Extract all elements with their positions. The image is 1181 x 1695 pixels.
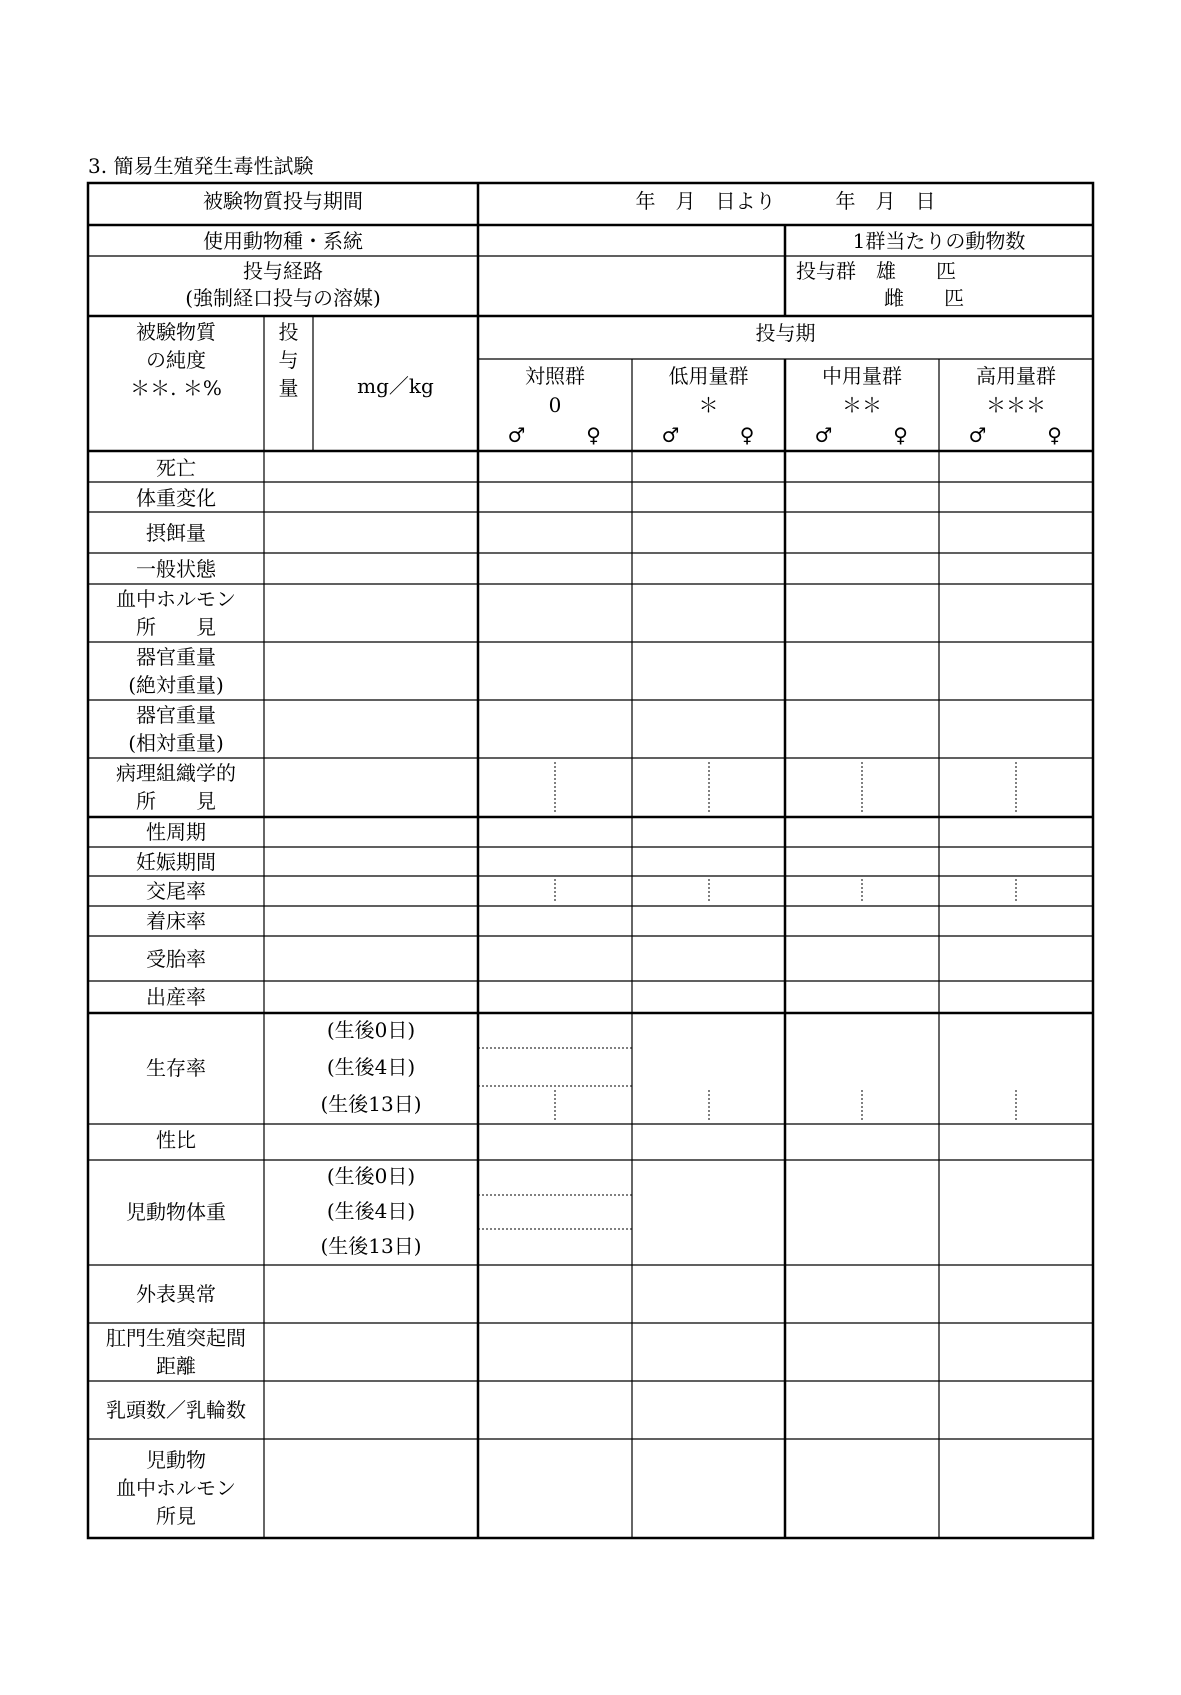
row-label: 距離 — [156, 1354, 196, 1378]
group-dose: ＊＊ — [842, 393, 882, 417]
route-label: 投与経路 — [243, 259, 323, 283]
pup-weight-sub-label: (生後4日) — [326, 1199, 416, 1223]
row-label: 所 見 — [136, 615, 216, 639]
row-label: 死亡 — [156, 456, 196, 480]
row-label: 血中ホルモン — [116, 1476, 236, 1500]
male-symbol: ♂ — [507, 423, 526, 447]
row-label: 病理組織学的 — [116, 761, 236, 785]
survival-sub-label: (生後0日) — [326, 1018, 416, 1042]
row-label: 外表異常 — [136, 1282, 216, 1306]
row-label: 児動物 — [146, 1448, 206, 1472]
row-label: (相対重量) — [128, 731, 224, 755]
purity-label-line1: 被験物質 — [136, 320, 216, 344]
pup-weight-sub-label: (生後13日) — [320, 1234, 422, 1258]
row-label: 一般状態 — [136, 557, 216, 581]
female-count-label: 雌 匹 — [884, 286, 964, 310]
male-symbol: ♂ — [661, 423, 680, 447]
survival-sub-label: (生後4日) — [326, 1055, 416, 1079]
dose-label-char: 与 — [278, 348, 299, 372]
row-label: 体重変化 — [136, 486, 216, 510]
dosing-period-label: 投与期 — [755, 321, 816, 345]
row-label: 摂餌量 — [146, 521, 206, 545]
male-symbol: ♂ — [968, 423, 987, 447]
route-sub: (強制経口投与の溶媒) — [185, 286, 381, 310]
group-dose: ＊＊＊ — [986, 393, 1046, 417]
dose-label-char: 量 — [278, 376, 299, 400]
row-label: 出産率 — [146, 985, 206, 1009]
species-label: 使用動物種・系統 — [203, 229, 363, 253]
group-dose: ＊ — [698, 393, 719, 417]
female-symbol: ♀ — [893, 423, 908, 447]
row-label: (絶対重量) — [128, 673, 224, 697]
dose-group-label: 投与群 雄 匹 — [796, 259, 956, 283]
section-title: 3. 簡易生殖発生毒性試験 — [88, 154, 314, 178]
purity-value: ＊＊. ＊% — [130, 376, 222, 400]
female-symbol: ♀ — [739, 423, 755, 447]
group-name: 対照群 — [525, 364, 585, 388]
male-symbol: ♂ — [814, 423, 833, 447]
purity-label-line2: の純度 — [146, 348, 206, 372]
group-name: 高用量群 — [976, 364, 1056, 388]
row-label: 性比 — [156, 1128, 196, 1152]
row-label: 所見 — [156, 1504, 196, 1528]
row-label: 所 見 — [136, 789, 216, 813]
row-label: 妊娠期間 — [136, 850, 216, 874]
survival-sub-label: (生後13日) — [320, 1092, 422, 1116]
period-value: 年 月 日より 年 月 日 — [635, 189, 936, 213]
row-label: 着床率 — [146, 909, 206, 933]
period-label: 被験物質投与期間 — [203, 189, 363, 213]
group-name: 中用量群 — [822, 364, 902, 388]
female-symbol: ♀ — [1047, 423, 1062, 447]
female-symbol: ♀ — [586, 423, 601, 447]
row-label: 児動物体重 — [126, 1200, 226, 1224]
row-label: 受胎率 — [146, 947, 206, 971]
row-label: 交尾率 — [146, 879, 206, 903]
dose-unit: mg／kg — [357, 374, 434, 398]
row-label: 血中ホルモン — [116, 587, 236, 611]
row-label: 乳頭数／乳輪数 — [106, 1398, 246, 1422]
dose-label-char: 投 — [278, 320, 299, 344]
animals-per-group-label: 1群当たりの動物数 — [852, 229, 1026, 253]
row-label: 肛門生殖突起間 — [106, 1326, 246, 1350]
group-dose: 0 — [548, 393, 562, 417]
group-name: 低用量群 — [668, 364, 749, 388]
row-label: 性周期 — [146, 820, 206, 844]
pup-weight-sub-label: (生後0日) — [326, 1164, 416, 1188]
row-label: 器官重量 — [136, 703, 216, 727]
row-label: 器官重量 — [136, 645, 216, 669]
row-label: 生存率 — [146, 1056, 206, 1080]
